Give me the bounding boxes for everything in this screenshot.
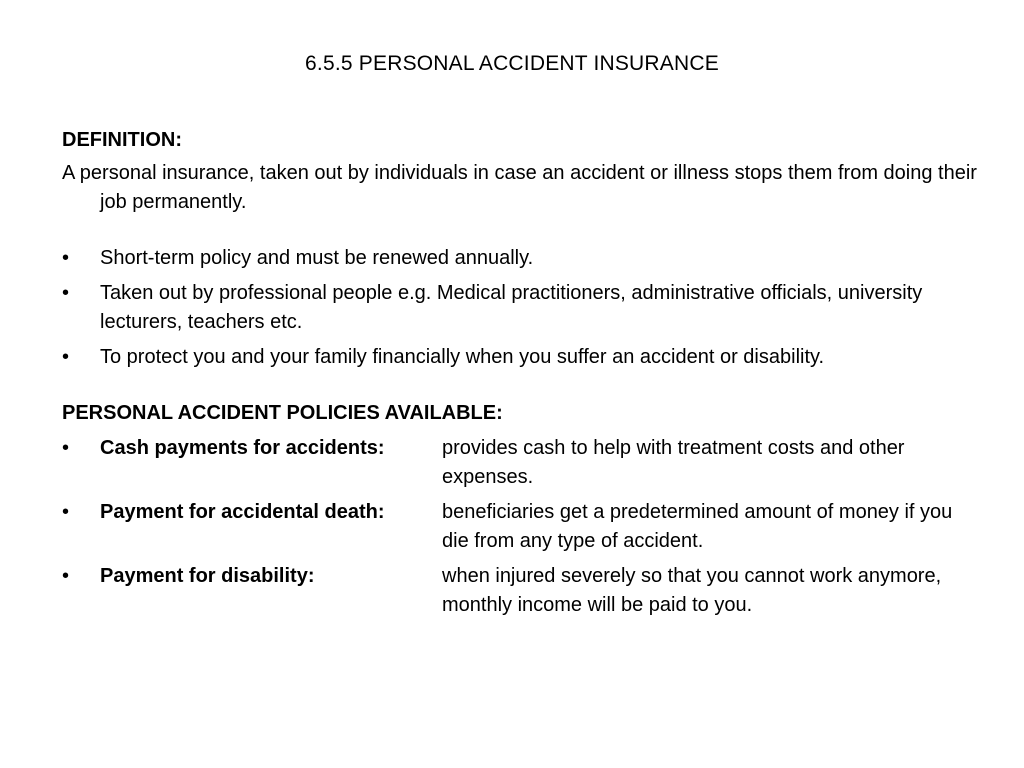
bullet-text: Short-term policy and must be renewed annually.	[100, 247, 534, 269]
slide-content	[62, 124, 982, 620]
slide-title: 6.5.5 PERSONAL ACCIDENT INSURANCE	[305, 52, 719, 75]
bullet-icon: •	[62, 501, 70, 523]
policy-description: when injured severely so that you cannot work anymore, monthly income will be paid to you.	[442, 565, 942, 616]
policy-item	[62, 562, 982, 620]
policy-term: Cash payments for accidents:	[100, 437, 385, 459]
policy-description: beneficiaries get a predetermined amount of money if you die from any type of accident.	[442, 501, 953, 552]
list-item	[62, 244, 982, 273]
definition-text: A personal insurance, taken out by individuals in case an accident or illness stops them from doing their job permanently.	[62, 162, 977, 213]
policy-term: Payment for accidental death:	[100, 501, 385, 523]
policy-description: provides cash to help with treatment costs and other expenses.	[442, 437, 905, 488]
bullet-text: Taken out by professional people e.g. Medical practitioners, administrative officials, university lecturers, teachers etc.	[100, 282, 923, 333]
bullet-icon: •	[62, 437, 70, 459]
policies-heading: PERSONAL ACCIDENT POLICIES AVAILABLE:	[62, 402, 503, 424]
policy-item	[62, 434, 982, 492]
policy-term: Payment for disability:	[100, 565, 315, 587]
policy-item	[62, 498, 982, 556]
list-item	[62, 279, 982, 337]
spacer	[62, 372, 982, 399]
bullet-icon: •	[62, 346, 70, 368]
bullet-text: To protect you and your family financially when you suffer an accident or disability.	[100, 346, 825, 368]
bullet-icon: •	[62, 282, 70, 304]
bullet-icon: •	[62, 247, 70, 269]
bullet-icon: •	[62, 565, 70, 587]
list-item	[62, 343, 982, 372]
definition-heading: DEFINITION:	[62, 129, 182, 151]
spacer	[62, 217, 982, 244]
